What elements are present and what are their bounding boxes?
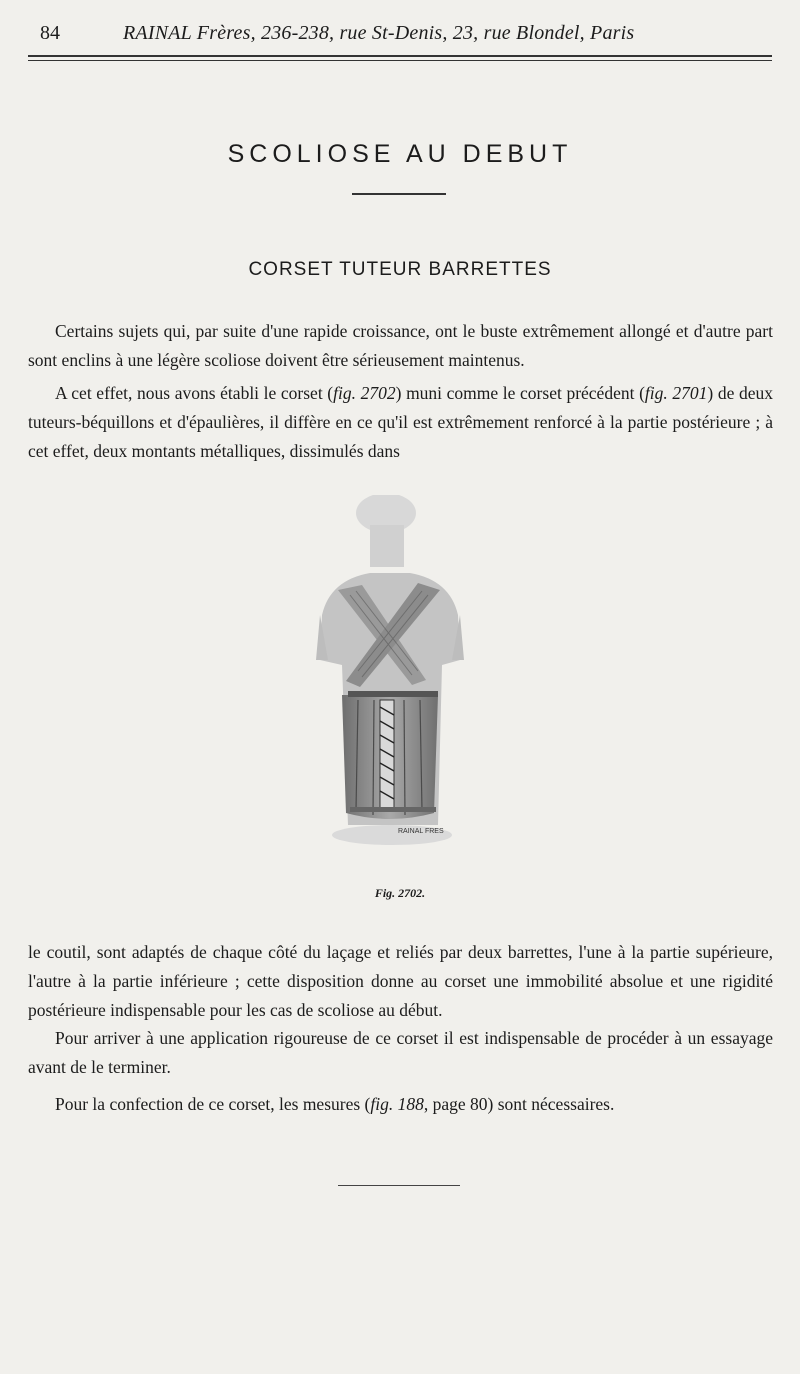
title-divider xyxy=(352,193,446,195)
end-divider xyxy=(338,1185,460,1186)
figure-reference: fig. 2702 xyxy=(333,383,396,403)
paragraph-5: Pour la confection de ce corset, les mesures (fig. 188, page 80) sont nécessaires. xyxy=(55,1094,615,1114)
section-heading: CORSET TUTEUR BARRETTES xyxy=(248,259,552,280)
paragraph-2: A cet effet, nous avons établi le corset (fig. 2702) muni comme le corset précédent (fig. 2701) de deux tuteurs-béquillons et d'épaulières, il diffère en ce qu'il est extrêmement renforcé à la partie postérieure ; à cet effet, deux montants métalliques, dissimulés dans xyxy=(28,383,773,461)
header-rule-thin xyxy=(28,60,772,61)
header-rule xyxy=(28,55,772,57)
paragraph-3: le coutil, sont adaptés de chaque côté du laçage et reliés par deux barrettes, l'une à la partie supérieure, l'autre à la partie inférieure ; cette disposition donne au corset une immobilité absolue et une rigidité postérieure indispensable pour les cas de scoliose au début. xyxy=(28,942,773,1020)
figure-imprint: RAINAL FRES xyxy=(398,828,444,835)
running-header xyxy=(28,22,772,52)
paragraph-1: Certains sujets qui, par suite d'une rapide croissance, ont le buste extrêmement allongé et d'autre part sont enclins à une légère scoliose doivent être sérieusement maintenus. xyxy=(28,321,773,370)
running-title: RAINAL Frères, 236-238, rue St-Denis, 23, rue Blondel, Paris xyxy=(123,22,635,44)
corset-illustration xyxy=(300,495,500,870)
figure-reference: fig. 2701 xyxy=(644,383,708,403)
figure-caption: Fig. 2702. xyxy=(374,886,426,900)
page-number: 84 xyxy=(40,22,60,44)
paragraph-4: Pour arriver à une application rigoureuse de ce corset il est indispensable de procéder à un essayage avant de le terminer. xyxy=(28,1028,773,1077)
page-title: SCOLIOSE AU DEBUT xyxy=(227,140,573,168)
figure-reference: fig. 188 xyxy=(370,1094,424,1114)
